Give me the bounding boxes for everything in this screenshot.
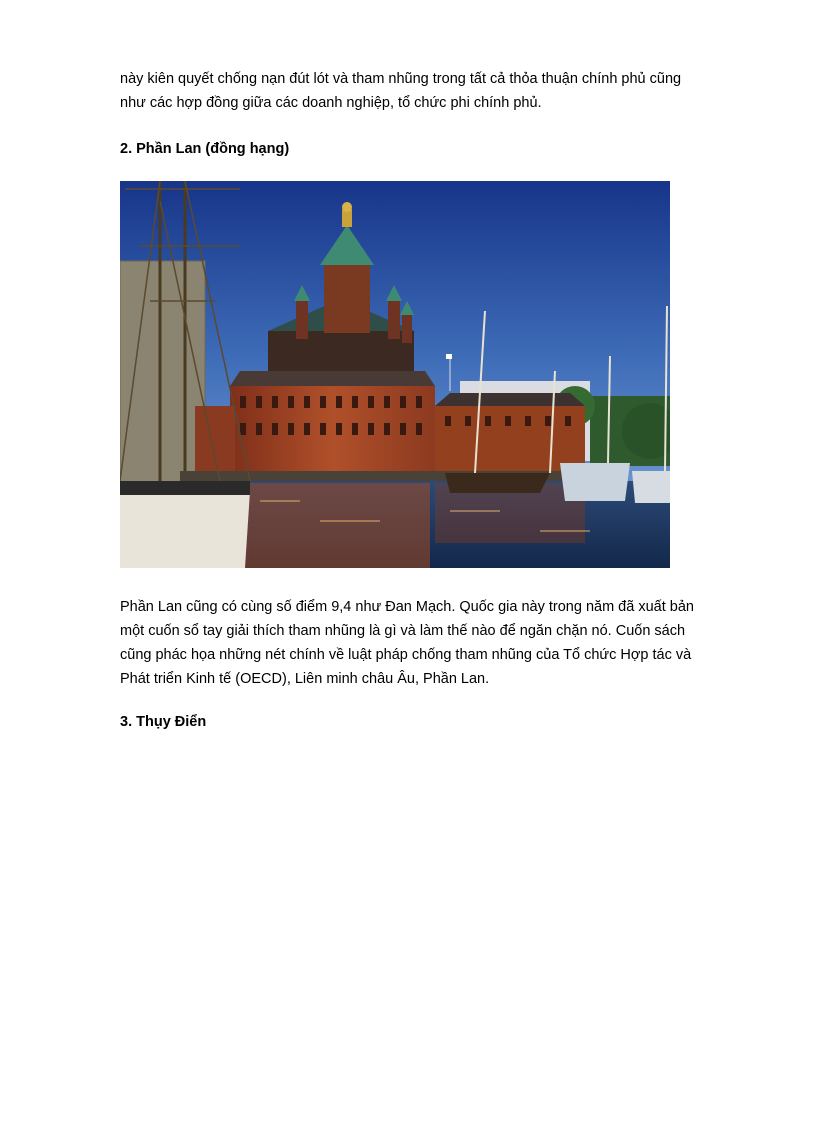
photo-helsinki-harbor xyxy=(120,181,670,568)
paragraph-intro: này kiên quyết chống nạn đút lót và tham nhũng trong tất cả thỏa thuận chính phủ cũng như các hợp đồng giữa các doanh nghiệp, tổ chức phi chính phủ. xyxy=(120,71,682,111)
section-heading-finland: 2. Phần Lan (đồng hạng) xyxy=(120,141,290,157)
paragraph-finland: Phần Lan cũng có cùng số điểm 9,4 như Đan Mạch. Quốc gia này trong năm đã xuất bản một cuốn sổ tay giải thích tham nhũng là gì và làm thế nào để ngăn chặn nó. Cuốn sách cũng phác họa những nét chính về luật pháp chống tham nhũng của Tổ chức Hợp tác và Phát triển Kinh tế (OECD), Liên minh châu Âu, Phần Lan. xyxy=(120,599,694,687)
section-heading-sweden: 3. Thụy Điển xyxy=(120,714,207,730)
